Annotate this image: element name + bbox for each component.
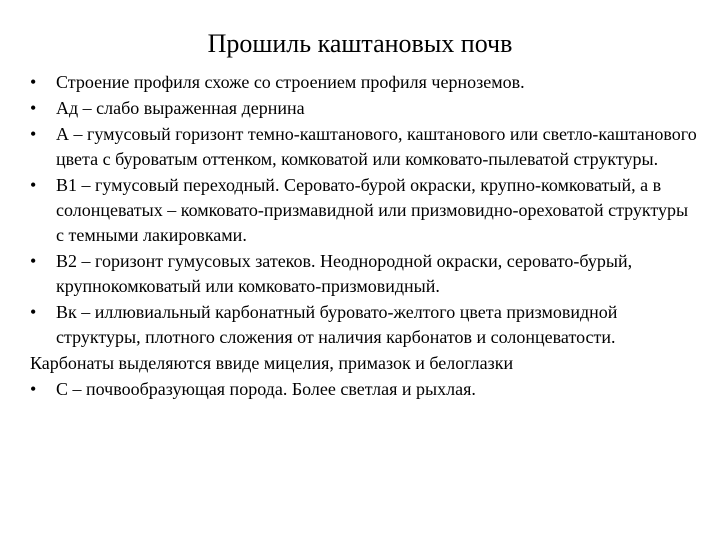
bullet-item-1 — [30, 70, 700, 95]
bullet-icon: • — [30, 379, 37, 399]
bullet-icon: • — [30, 124, 37, 144]
bullet-icon: • — [30, 72, 37, 92]
bullet-item-3 — [30, 122, 700, 172]
bullet-icon: • — [30, 251, 37, 271]
slide-title: Прошиль каштановых почв — [207, 29, 513, 58]
plain-text-line: Карбонаты выделяются ввиде мицелия, примазок и белоглазки — [30, 353, 514, 373]
bullet-item-6 — [30, 300, 700, 350]
bullet-icon: • — [30, 98, 37, 118]
slide-content — [30, 70, 700, 403]
bullet-text: Вк – иллювиальный карбонатный буровато-желтого цвета призмовидной структуры, плотного сложения от наличия карбонатов и солонцеватости. — [56, 302, 618, 347]
bullet-text: В1 – гумусовый переходный. Серовато-бурой окраски, крупно-комковатый, а в солонцеватых – комковато-призмавидной или призмовидно-ореховатой структуры с темными лакировками. — [56, 175, 689, 245]
bullet-icon: • — [30, 302, 37, 322]
bullet-text: С – почвообразующая порода. Более светлая и рыхлая. — [56, 379, 476, 399]
bullet-text: Ад – слабо выраженная дернина — [56, 98, 305, 118]
bullet-text: В2 – горизонт гумусовых затеков. Неоднородной окраски, серовато-бурый, крупнокомковатый или комковато-призмовидный. — [56, 251, 633, 296]
bullet-item-7 — [30, 377, 700, 402]
bullet-text: А – гумусовый горизонт темно-каштанового, каштанового или светло-каштанового цвета с буроватым оттенком, комковатой или комковато-пылеватой структуры. — [56, 124, 697, 169]
bullet-item-5 — [30, 249, 700, 299]
bullet-item-2 — [30, 96, 700, 121]
bullet-item-4 — [30, 173, 700, 248]
bullet-icon: • — [30, 175, 37, 195]
bullet-text: Строение профиля схоже со строением профиля черноземов. — [56, 72, 525, 92]
